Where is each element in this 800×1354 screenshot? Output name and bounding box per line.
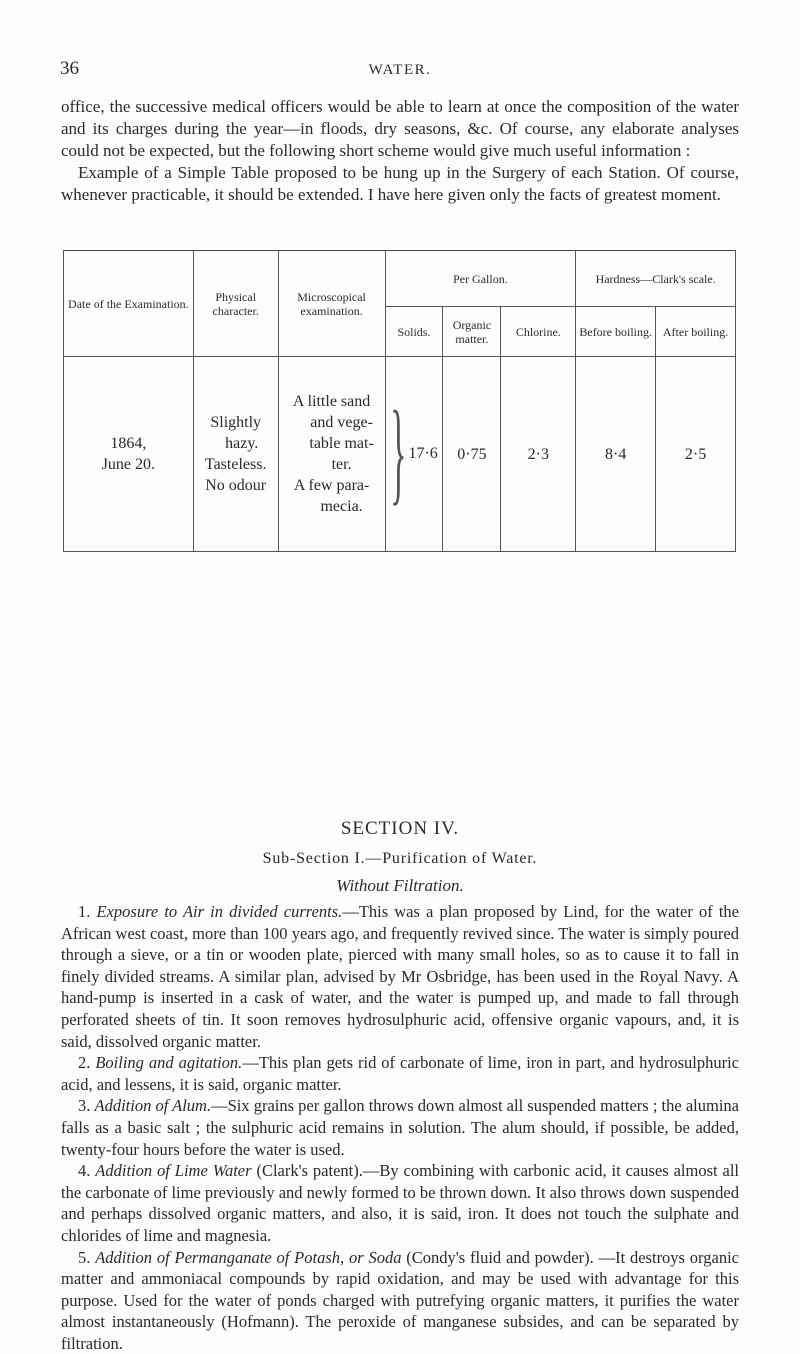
- physical-line: hazy.: [197, 433, 275, 454]
- paragraph: [61, 1052, 739, 1095]
- cell-chlorine: 2·3: [501, 357, 576, 552]
- physical-line: No odour: [197, 475, 275, 496]
- running-title: WATER.: [0, 62, 800, 79]
- paragraph-number: 5.: [78, 1248, 95, 1267]
- header-per-gallon: Per Gallon.: [385, 251, 576, 307]
- header-physical: Physical character.: [193, 251, 278, 357]
- physical-line: Slightly: [197, 412, 275, 433]
- cell-physical: [193, 357, 278, 552]
- header-hardness: Hardness—Clark's scale.: [576, 251, 736, 307]
- paragraph-heading: Addition of Lime Water: [95, 1161, 251, 1180]
- paragraph: [61, 1247, 739, 1354]
- paragraph-text: (Condy's fluid and powder). —It destroys organic matter and ammoniacal compounds by rapid oxidation, and may be used with advantage for this purpose. Used for the water of ponds charged with putrefying organic matters, it purifies the water almost instantaneously (Hofmann). The peroxide of manganese subsides, and can be separated by filtration.: [61, 1248, 739, 1353]
- paragraph-number: 4.: [78, 1161, 95, 1180]
- date-year: 1864,: [67, 433, 190, 454]
- paragraph-heading: Exposure to Air in divided currents.: [97, 902, 343, 921]
- water-examination-table: [63, 250, 736, 552]
- micro-line: A little sand: [282, 391, 382, 412]
- header-organic: Organic matter.: [443, 307, 501, 357]
- intro-paragraph-2: Example of a Simple Table proposed to be hung up in the Surgery of each Station. Of course, whenever practicable, it should be extended. I have here given only the facts of greatest moment.: [61, 162, 739, 206]
- paragraph-text: (Clark's patent).—By combining with carbonic acid, it causes almost all the carbonate of lime previously and newly formed to be thrown down. It also throws down suspended and perhaps dissolved organic matters, and also, it is said, iron. It does not touch the sulphate and chlorides of lime and magnesia.: [61, 1161, 739, 1245]
- paragraph-number: 1.: [78, 902, 97, 921]
- physical-line: Tasteless.: [197, 454, 275, 475]
- subheading: Without Filtration.: [0, 876, 800, 896]
- header-solids: Solids.: [385, 307, 443, 357]
- micro-line: A few para-: [282, 475, 382, 496]
- cell-before-boiling: 8·4: [576, 357, 656, 552]
- paragraph-number: 2.: [78, 1053, 95, 1072]
- paragraph: [61, 901, 739, 1052]
- header-microscopical: Microscopical examination.: [278, 251, 385, 357]
- subsection-title: Sub-Section I.—Purification of Water.: [0, 850, 800, 868]
- micro-line: and vege-: [282, 412, 382, 433]
- header-date: Date of the Examination.: [64, 251, 194, 357]
- header-chlorine: Chlorine.: [501, 307, 576, 357]
- paragraph-text: —This was a plan proposed by Lind, for the water of the African west coast, more than 100 years ago, and frequently revived since. The water is simply poured through a sieve, or a tin or wooden plate, pierced with many small holes, so as to cause it to fall in finely divided streams. A similar plan, advised by Mr Osbridge, has been used in the Royal Navy. A hand-pump is inserted in a cask of water, and the water is pumped up, and made to fall through perforated sheets of tin. It soon removes hydrosulphuric acid, offensive organic vapours, and, it is said, dissolved organic matter.: [61, 902, 739, 1051]
- paragraph: [61, 1160, 739, 1246]
- header-before-boiling: Before boiling.: [576, 307, 656, 357]
- cell-organic: 0·75: [443, 357, 501, 552]
- micro-line: table mat-: [282, 433, 382, 454]
- paragraph-text: —This plan gets rid of carbonate of lime, iron in part, and hydrosulphuric acid, and lessens, it is said, organic matter.: [61, 1053, 739, 1094]
- section-title: SECTION IV.: [0, 818, 800, 840]
- intro-text: [61, 96, 739, 206]
- cell-solids: [385, 357, 443, 552]
- page-number: 36: [60, 58, 79, 80]
- micro-line: ter.: [282, 454, 382, 475]
- date-day: June 20.: [67, 454, 190, 475]
- cell-microscopical: [278, 357, 385, 552]
- table-row: [64, 357, 736, 552]
- paragraph-heading: Boiling and agitation.: [95, 1053, 242, 1072]
- paragraph-heading: Addition of Alum.: [95, 1096, 212, 1115]
- paragraph-heading: Addition of Permanganate of Potash, or Soda: [95, 1248, 401, 1267]
- intro-paragraph-1: office, the successive medical officers would be able to learn at once the composition of the water and its charges during the year—in floods, dry seasons, &c. Of course, any elaborate analyses could not be expected, but the following short scheme would give much useful information :: [61, 96, 739, 162]
- paragraph: [61, 1095, 739, 1160]
- body-text: [61, 901, 739, 1354]
- micro-line: mecia.: [282, 496, 382, 517]
- header-after-boiling: After boiling.: [656, 307, 736, 357]
- cell-date: [64, 357, 194, 552]
- paragraph-text: —Six grains per gallon throws down almost all suspended matters ; the alumina falls as a basic salt ; the sulphuric acid remains in solution. The alum should, if possible, be added, twenty-four hours before the water is used.: [61, 1096, 739, 1158]
- brace-mark: }: [390, 419, 406, 490]
- solids-value: 17·6: [408, 445, 437, 462]
- paragraph-number: 3.: [78, 1096, 95, 1115]
- cell-after-boiling: 2·5: [656, 357, 736, 552]
